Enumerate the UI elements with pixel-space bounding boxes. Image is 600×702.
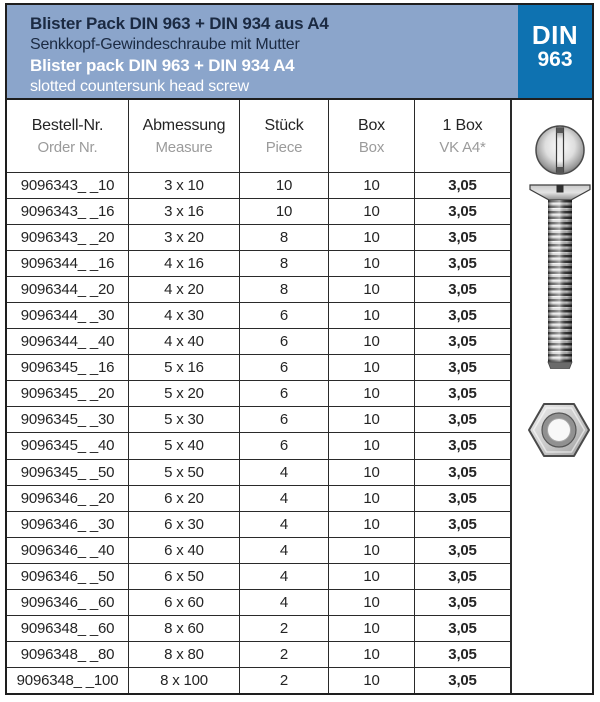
dimension: 5 x 16 <box>128 355 239 380</box>
table-row <box>7 250 510 276</box>
table-row <box>7 198 510 224</box>
order-number: 9096348_ _100 <box>16 671 119 689</box>
price-value: 3,05 <box>414 486 510 511</box>
price-value: 3,05 <box>414 433 510 458</box>
price-value: 3,05 <box>414 225 510 250</box>
header-titles <box>7 5 518 98</box>
piece-count: 10 <box>239 199 328 224</box>
column-header-box <box>328 100 414 172</box>
countersunk-screw-side-view-icon <box>530 185 590 369</box>
table-row <box>7 563 510 589</box>
dimension: 6 x 50 <box>128 564 239 589</box>
box-count: 10 <box>328 199 414 224</box>
header-en: Measure <box>155 138 213 156</box>
product-illustration <box>512 100 591 694</box>
piece-count: 4 <box>239 460 328 485</box>
box-count: 10 <box>328 381 414 406</box>
price-value: 3,05 <box>414 199 510 224</box>
dimension: 5 x 20 <box>128 381 239 406</box>
piece-count: 6 <box>239 381 328 406</box>
header-de: Abmessung <box>142 116 226 134</box>
order-number: 9096346_ _30 <box>20 515 115 533</box>
page-body <box>7 98 592 693</box>
box-count: 10 <box>328 407 414 432</box>
title-english: Blister pack DIN 963 + DIN 934 A4 <box>30 56 295 75</box>
order-number: 9096344_ _20 <box>20 281 115 299</box>
piece-count: 4 <box>239 486 328 511</box>
order-number: 9096343_ _16 <box>20 203 115 221</box>
order-number: 9096343_ _10 <box>20 177 115 195</box>
price-value: 3,05 <box>414 590 510 615</box>
table-row <box>7 328 510 354</box>
order-number: 9096345_ _20 <box>20 385 115 403</box>
box-count: 10 <box>328 486 414 511</box>
order-number: 9096346_ _60 <box>20 593 115 611</box>
order-number: 9096345_ _30 <box>20 411 115 429</box>
dimension: 4 x 30 <box>128 303 239 328</box>
title-german: Blister Pack DIN 963 + DIN 934 aus A4 <box>30 14 329 33</box>
piece-count: 8 <box>239 277 328 302</box>
order-number: 9096346_ _50 <box>20 567 115 585</box>
table-row <box>7 276 510 302</box>
price-value: 3,05 <box>414 355 510 380</box>
price-value: 3,05 <box>414 381 510 406</box>
dimension: 8 x 80 <box>128 642 239 667</box>
header-en: Order Nr. <box>37 138 98 156</box>
piece-count: 6 <box>239 433 328 458</box>
piece-count: 4 <box>239 512 328 537</box>
order-number: 9096344_ _16 <box>20 255 115 273</box>
table-row <box>7 589 510 615</box>
dimension: 5 x 50 <box>128 460 239 485</box>
header-de: Bestell-Nr. <box>31 116 104 134</box>
table-row <box>7 224 510 250</box>
piece-count: 6 <box>239 407 328 432</box>
dimension: 6 x 30 <box>128 512 239 537</box>
table-row <box>7 354 510 380</box>
dimension: 6 x 20 <box>128 486 239 511</box>
order-number: 9096345_ _50 <box>20 463 115 481</box>
order-number: 9096346_ _20 <box>20 489 115 507</box>
order-number: 9096344_ _40 <box>20 333 115 351</box>
price-value: 3,05 <box>414 407 510 432</box>
piece-count: 6 <box>239 355 328 380</box>
table-row <box>7 432 510 458</box>
dimension: 3 x 16 <box>128 199 239 224</box>
column-header-order-nr <box>7 100 128 172</box>
header-en: Box <box>358 138 385 156</box>
dimension: 5 x 30 <box>128 407 239 432</box>
badge-din-label: DIN <box>531 20 579 50</box>
table-row <box>7 459 510 485</box>
box-count: 10 <box>328 173 414 198</box>
table-row <box>7 667 510 693</box>
box-count: 10 <box>328 616 414 641</box>
product-illustration-column <box>510 100 592 693</box>
price-value: 3,05 <box>414 668 510 693</box>
piece-count: 6 <box>239 303 328 328</box>
table-row <box>7 485 510 511</box>
price-value: 3,05 <box>414 616 510 641</box>
table-row <box>7 641 510 667</box>
box-count: 10 <box>328 433 414 458</box>
piece-count: 6 <box>239 329 328 354</box>
column-header-piece <box>239 100 328 172</box>
box-count: 10 <box>328 668 414 693</box>
dimension: 8 x 60 <box>128 616 239 641</box>
subtitle-english: slotted countersunk head screw <box>30 78 250 95</box>
hex-nut-icon <box>529 404 589 456</box>
table-row <box>7 615 510 641</box>
dimension: 3 x 20 <box>128 225 239 250</box>
dimension: 6 x 60 <box>128 590 239 615</box>
header-de: Box <box>358 116 385 134</box>
din-963-badge <box>518 5 592 98</box>
header-bar <box>7 5 592 98</box>
order-number: 9096345_ _16 <box>20 359 115 377</box>
table-row <box>7 406 510 432</box>
subtitle-german: Senkkopf-Gewindeschraube mit Mutter <box>30 36 300 53</box>
box-count: 10 <box>328 460 414 485</box>
piece-count: 2 <box>239 642 328 667</box>
piece-count: 2 <box>239 668 328 693</box>
box-count: 10 <box>328 512 414 537</box>
table-row <box>7 302 510 328</box>
header-en: VK A4* <box>439 138 486 156</box>
dimension: 4 x 40 <box>128 329 239 354</box>
header-en: Piece <box>265 138 303 156</box>
price-value: 3,05 <box>414 303 510 328</box>
dimension: 6 x 40 <box>128 538 239 563</box>
piece-count: 8 <box>239 225 328 250</box>
table-row <box>7 172 510 198</box>
box-count: 10 <box>328 590 414 615</box>
piece-count: 4 <box>239 564 328 589</box>
box-count: 10 <box>328 251 414 276</box>
price-value: 3,05 <box>414 538 510 563</box>
table-header-row <box>7 100 510 172</box>
price-value: 3,05 <box>414 173 510 198</box>
order-number: 9096344_ _30 <box>20 307 115 325</box>
piece-count: 8 <box>239 251 328 276</box>
price-value: 3,05 <box>414 642 510 667</box>
order-number: 9096343_ _20 <box>20 229 115 247</box>
dimension: 4 x 16 <box>128 251 239 276</box>
box-count: 10 <box>328 277 414 302</box>
dimension: 5 x 40 <box>128 433 239 458</box>
table-row <box>7 537 510 563</box>
piece-count: 4 <box>239 590 328 615</box>
price-value: 3,05 <box>414 512 510 537</box>
box-count: 10 <box>328 355 414 380</box>
screw-head-top-view-icon <box>536 126 584 174</box>
header-de: 1 Box <box>442 116 483 134</box>
badge-963-label: 963 <box>537 48 573 71</box>
order-number: 9096346_ _40 <box>20 541 115 559</box>
box-count: 10 <box>328 225 414 250</box>
table-row <box>7 511 510 537</box>
dimension: 8 x 100 <box>128 668 239 693</box>
price-value: 3,05 <box>414 251 510 276</box>
price-value: 3,05 <box>414 460 510 485</box>
price-table <box>7 100 510 693</box>
price-value: 3,05 <box>414 564 510 589</box>
piece-count: 2 <box>239 616 328 641</box>
column-header-price <box>414 100 510 172</box>
box-count: 10 <box>328 642 414 667</box>
piece-count: 4 <box>239 538 328 563</box>
header-de: Stück <box>264 116 304 134</box>
box-count: 10 <box>328 329 414 354</box>
box-count: 10 <box>328 538 414 563</box>
box-count: 10 <box>328 303 414 328</box>
catalog-page-frame <box>5 3 594 695</box>
price-value: 3,05 <box>414 329 510 354</box>
column-header-measure <box>128 100 239 172</box>
dimension: 4 x 20 <box>128 277 239 302</box>
piece-count: 10 <box>239 173 328 198</box>
table-row <box>7 380 510 406</box>
order-number: 9096348_ _80 <box>20 645 115 663</box>
box-count: 10 <box>328 564 414 589</box>
price-value: 3,05 <box>414 277 510 302</box>
order-number: 9096345_ _40 <box>20 437 115 455</box>
order-number: 9096348_ _60 <box>20 619 115 637</box>
dimension: 3 x 10 <box>128 173 239 198</box>
